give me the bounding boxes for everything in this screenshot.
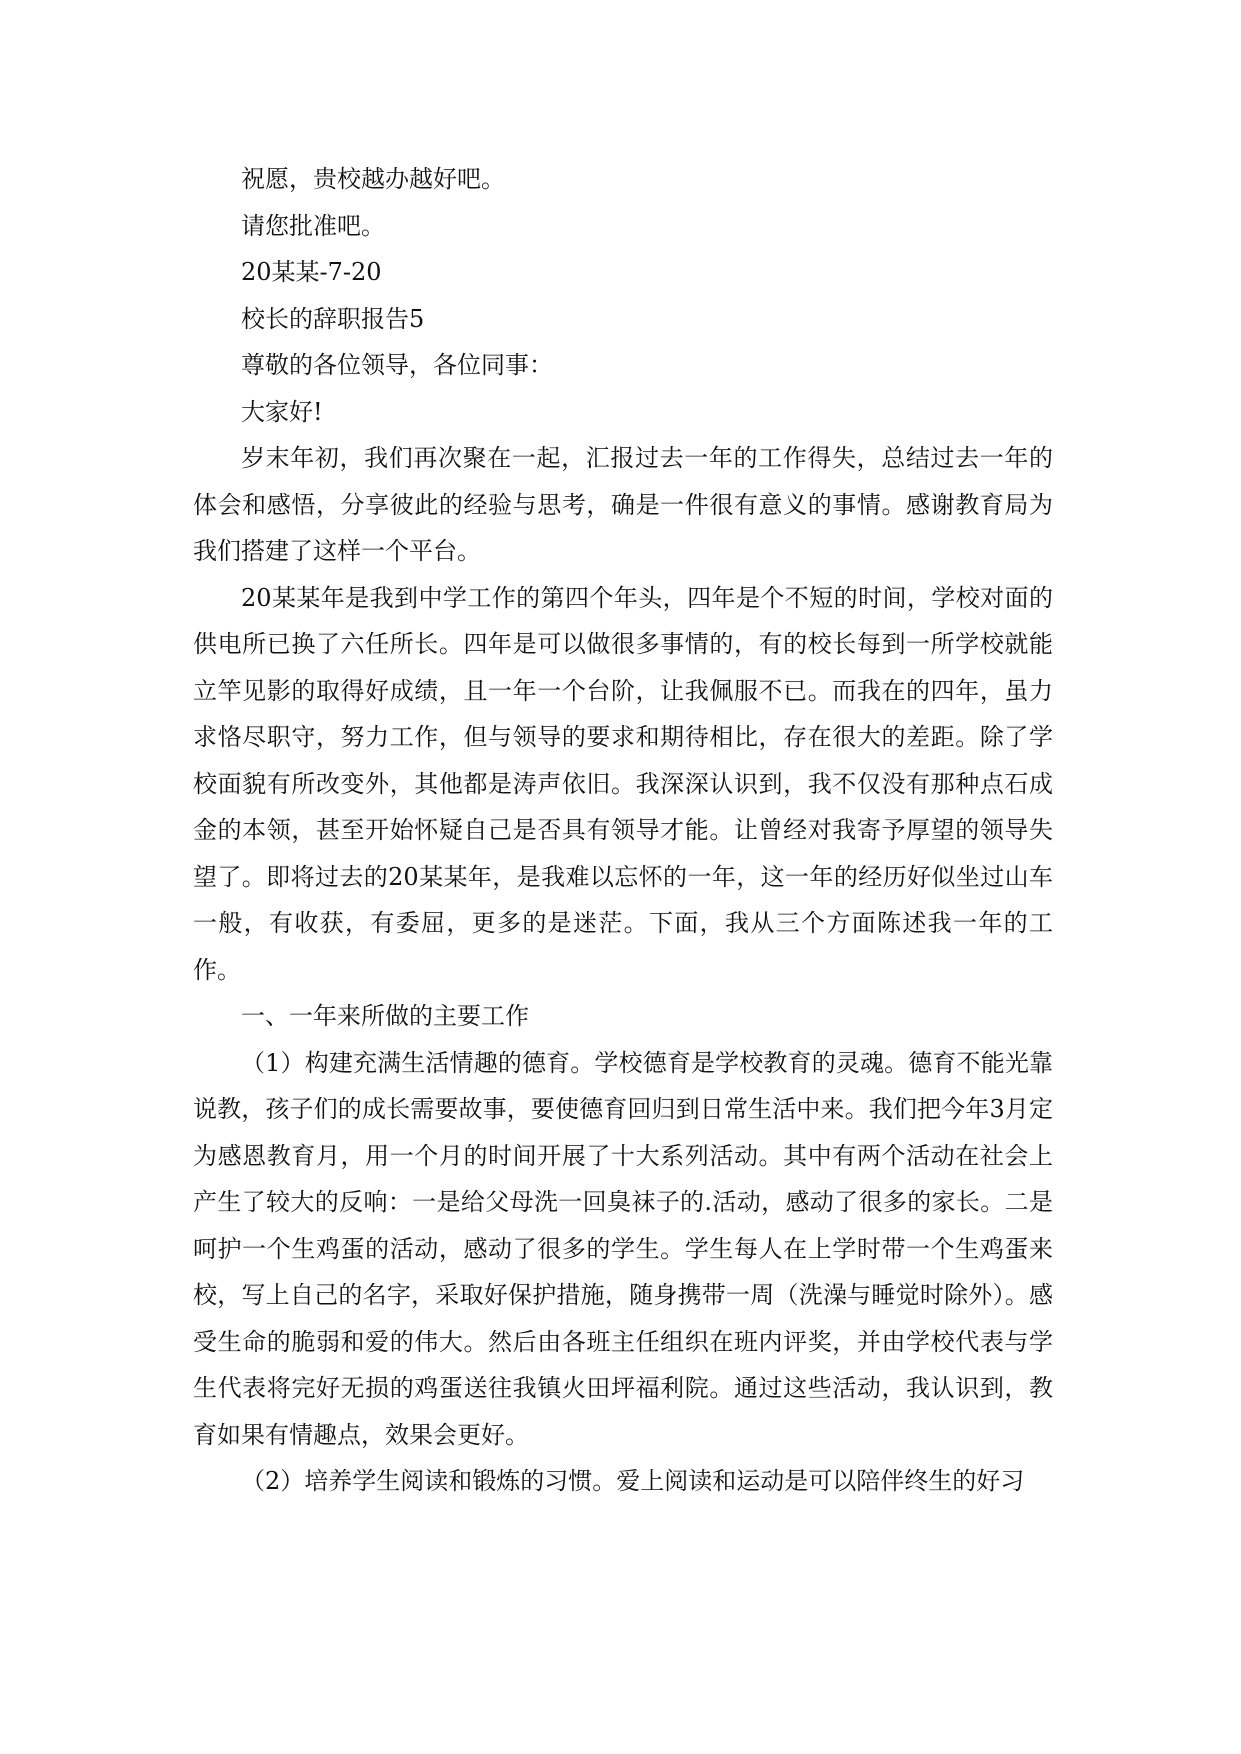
paragraph-intro: 岁末年初，我们再次聚在一起，汇报过去一年的工作得失，总结过去一年的体会和感悟，分享彼此的经验与思考，确是一件很有意义的事情。感谢教育局为我们搭建了这样一个平台。: [193, 444, 1053, 565]
paragraph-closing-wish: 祝愿，贵校越办越好吧。: [241, 165, 505, 193]
paragraph-reading-habits: （2）培养学生阅读和锻炼的习惯。爱上阅读和运动是可以陪伴终生的好习: [241, 1467, 1025, 1495]
paragraph-fourth-year: 20某某年是我到中学工作的第四个年头，四年是个不短的时间，学校对面的供电所已换了六任所长。四年是可以做很多事情的，有的校长每到一所学校就能立竿见影的取得好成绩，且一年一个台阶，让我佩服不已。而我在的四年，虽力求恪尽职守，努力工作，但与领导的要求和期待相比，存在很大的差距。除了学校面貌有所改变外，其他都是涛声依旧。我深深认识到，我不仅没有那种点石成金的本领，甚至开始怀疑自己是否具有领导才能。让曾经对我寄予厚望的领导失望了。即将过去的20某某年，是我难以忘怀的一年，这一年的经历好似坐过山车一般，有收获，有委屈，更多的是迷茫。下面，我从三个方面陈述我一年的工作。: [193, 583, 1053, 984]
paragraph-approval-request: 请您批准吧。: [241, 211, 385, 240]
greeting: 大家好!: [241, 397, 323, 426]
paragraph-date: 20某某-7-20: [241, 258, 382, 286]
report-title: 校长的辞职报告5: [241, 304, 425, 333]
document-body: [193, 156, 1053, 1505]
paragraph-moral-education: （1）构建充满生活情趣的德育。学校德育是学校教育的灵魂。德育不能光靠说教，孩子们的成长需要故事，要使德育回归到日常生活中来。我们把今年3月定为感恩教育月，用一个月的时间开展了十大系列活动。其中有两个活动在社会上产生了较大的反响：一是给父母洗一回臭袜子的.活动，感动了很多的家长。二是呵护一个生鸡蛋的活动，感动了很多的学生。学生每人在上学时带一个生鸡蛋来校，写上自己的名字，采取好保护措施，随身携带一周（洗澡与睡觉时除外）。感受生命的脆弱和爱的伟大。然后由各班主任组织在班内评奖，并由学校代表与学生代表将完好无损的鸡蛋送往我镇火田坪福利院。通过这些活动，我认识到，教育如果有情趣点，效果会更好。: [193, 1048, 1053, 1449]
section-heading-main-work: 一、一年来所做的主要工作: [241, 1002, 529, 1030]
salutation: 尊敬的各位领导，各位同事：: [241, 351, 553, 379]
